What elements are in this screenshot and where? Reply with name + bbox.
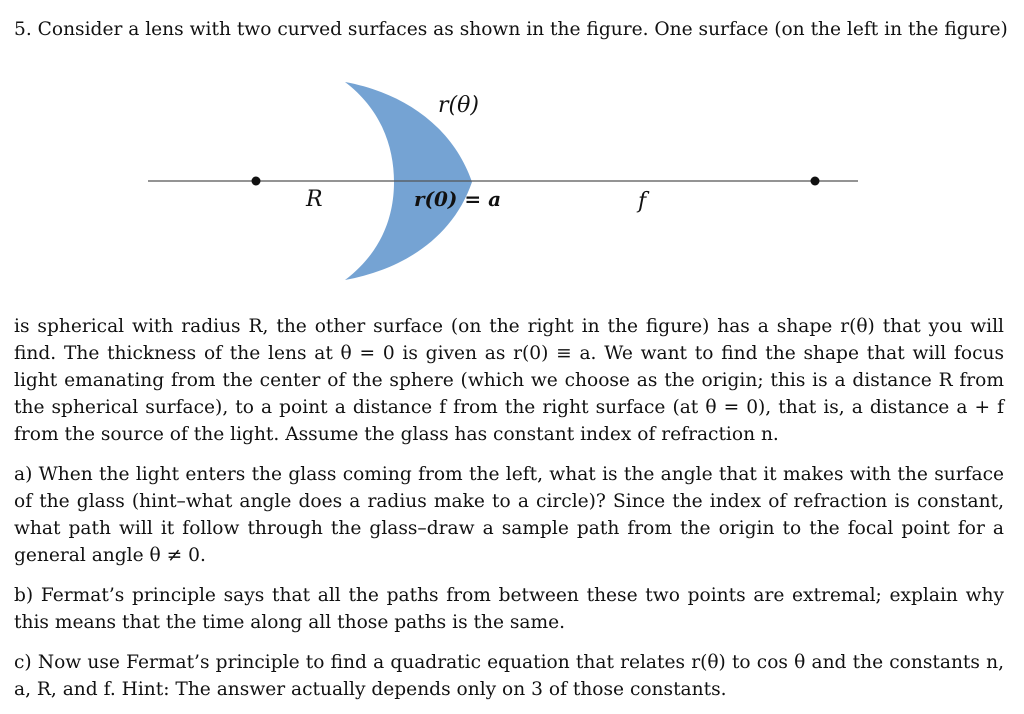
focal-point	[811, 177, 820, 186]
part-c: c) Now use Fermat’s principle to find a quadratic equation that relates r(θ) to cos θ and the constants n, a, R, and f. Hint: The answer actually depends only on 3 of those constants.	[14, 652, 1004, 700]
label-f: f	[638, 189, 647, 214]
part-b: b) Fermat’s principle says that all the paths from between these two points are extremal; explain why this means that the time along all those paths is the same.	[14, 585, 1004, 633]
lens-figure	[0, 70, 1024, 300]
source-point	[252, 177, 261, 186]
lens-diagram	[0, 70, 1024, 300]
problem-body: is spherical with radius R, the other surface (on the right in the figure) has a shape r(θ) that you will find. The thickness of the lens at θ = 0 is given as r(0) ≡ a. We want to find the shape that will focus light emanating from the center of the sphere (which we choose as the origin; this is a distance R from the spherical surface), to a point a distance f from the right surface (at θ = 0), that is, a distance a + f from the source of the light. Assume the glass has constant index of refraction n.	[14, 316, 1004, 445]
problem-intro: 5. Consider a lens with two curved surfaces as shown in the figure. One surface (on the left in the figure)	[14, 19, 1008, 40]
label-r-theta: r(θ)	[438, 93, 479, 118]
label-R: R	[306, 187, 323, 212]
part-a: a) When the light enters the glass coming from the left, what is the angle that it makes with the surface of the glass (hint–what angle does a radius make to a circle)? Since the index of refraction is constant, what path will it follow through the glass–draw a sample path from the origin to the focal point for a general angle θ ≠ 0.	[14, 464, 1004, 566]
label-r0: r(0) = a	[414, 187, 502, 211]
